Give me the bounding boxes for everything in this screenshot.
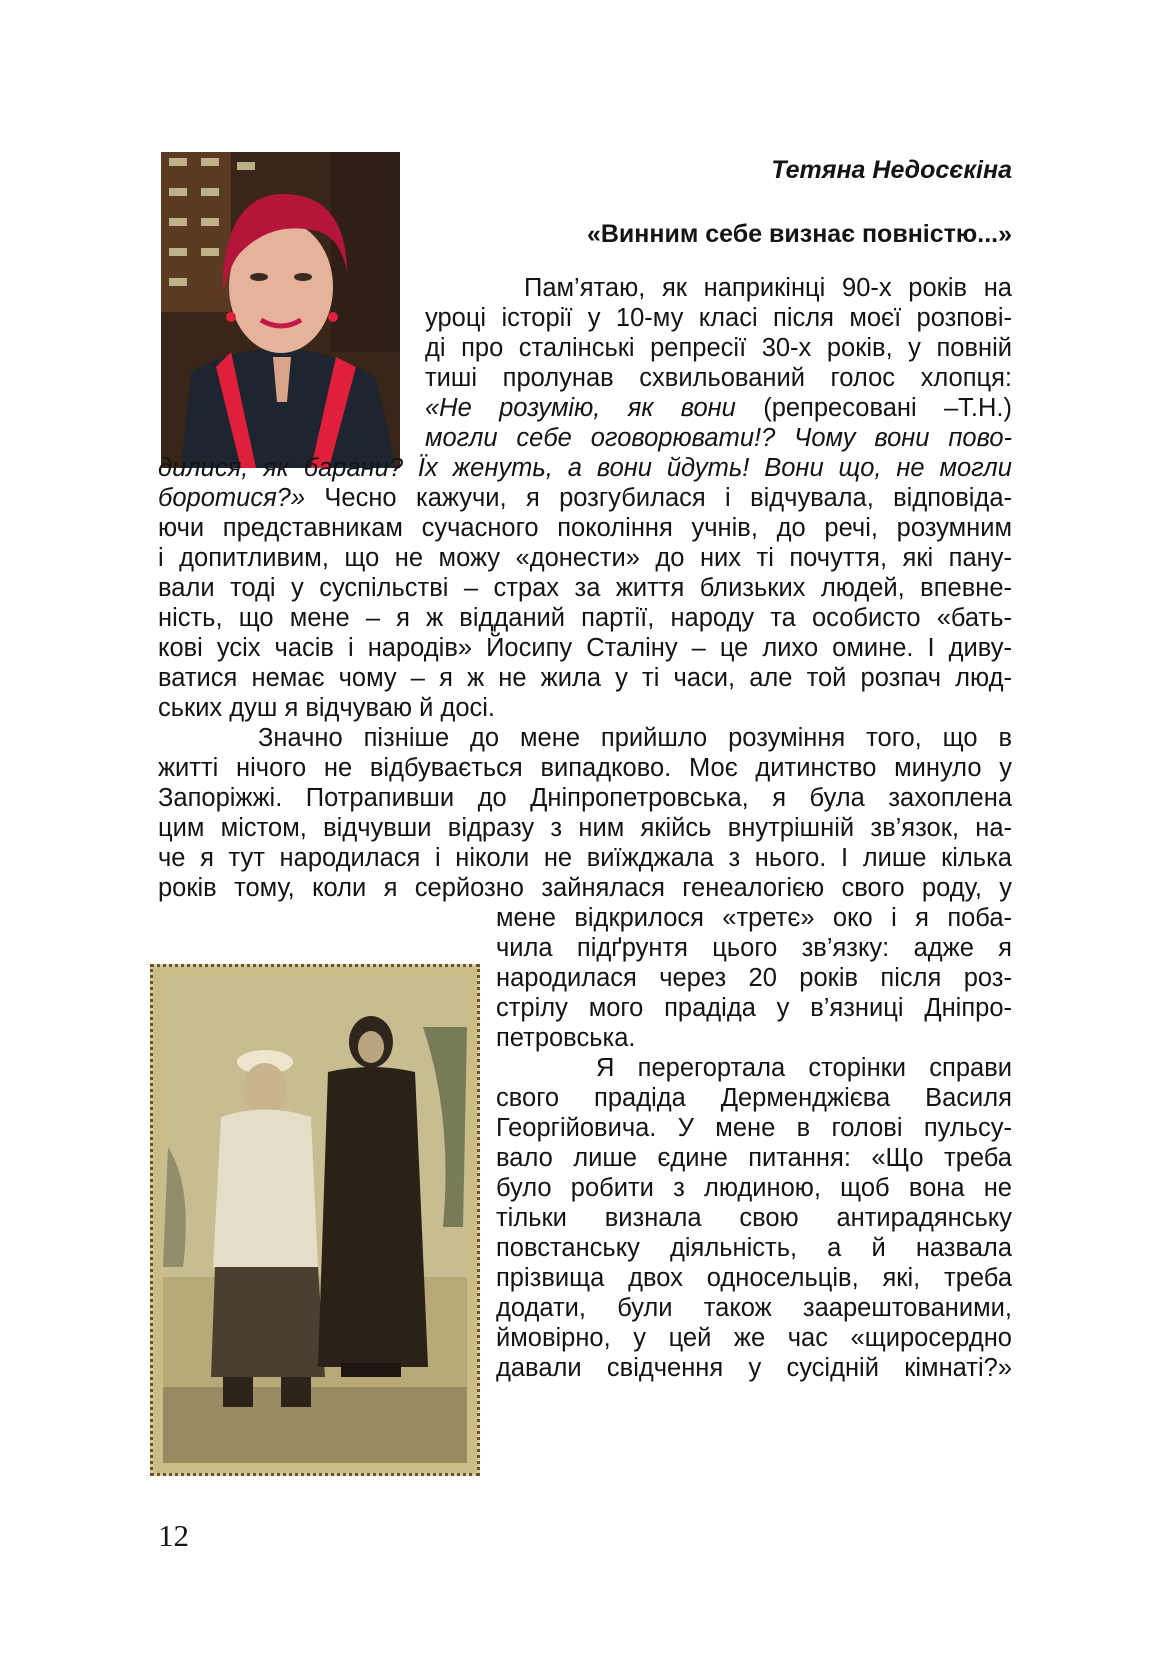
body-line: стрілу мого прадіда у в’язниці Дніпро-	[496, 994, 1012, 1022]
body-line: кові усіх часів і народів» Йосипу Сталіну – це лихо омине. І диву-	[158, 634, 1012, 662]
body-line: свого прадіда Дерменджієва Василя	[496, 1084, 1012, 1112]
author-name: Тетяна Недосєкіна	[771, 156, 1012, 184]
body-line: Пам’ятаю, як наприкінці 90-х років на	[524, 274, 1012, 302]
body-line: мене відкрилося «третє» око і я поба-	[496, 904, 1012, 932]
body-line: ючи представникам сучасного покоління учнів, до речі, розумним	[158, 514, 1012, 542]
article-title: «Винним себе визнає повністю...»	[586, 220, 1012, 248]
body-line: «Не розумію, як вони (репресовані –Т.Н.)	[425, 394, 1012, 422]
body-line: було робити з людиною, щоб вона не	[496, 1174, 1012, 1202]
page-number: 12	[158, 1518, 189, 1553]
body-line: ді про сталінські репресії 30-х років, у повній	[425, 334, 1012, 362]
body-line: житті нічого не відбувається випадково. Моє дитинство минуло у	[158, 754, 1012, 782]
body-line: ватися немає чому – я ж не жила у ті часи, але той розпач люд-	[158, 664, 1012, 692]
portrait-photo	[161, 152, 400, 468]
body-line: Значно пізніше до мене прийшло розуміння того, що в	[258, 724, 1012, 752]
body-line: народилася через 20 років після роз-	[496, 964, 1012, 992]
body-line: петровська.	[496, 1024, 636, 1052]
body-line: повстанську діяльність, а й назвала	[496, 1234, 1012, 1262]
body-line: боротися?» Чесно кажучи, я розгубилася і відчувала, відповіда-	[158, 484, 1012, 512]
body-line: тільки визнала свою антирадянську	[496, 1204, 1012, 1232]
body-line: ність, що мене – я ж відданий партії, народу та особисто «бать-	[158, 604, 1012, 632]
body-line: цим містом, відчувши відразу з ним якійсь внутрішній зв’язок, на-	[158, 814, 1012, 842]
body-line: прізвища двох односельців, які, треба	[496, 1264, 1012, 1292]
body-line: могли себе оговорювати!? Чому вони пово-	[425, 424, 1012, 452]
body-line: Я перегортала сторінки справи	[596, 1054, 1012, 1082]
body-line: давали свідчення у сусідній кімнаті?»	[496, 1354, 1012, 1382]
body-line: Георгійовича. У мене в голові пульсу-	[496, 1114, 1012, 1142]
body-line: че я тут народилася і ніколи не виїжджала з нього. І лише кілька	[158, 844, 1012, 872]
body-line: ймовірно, у цей же час «щиросердно	[496, 1324, 1012, 1352]
body-line: і допитливим, що не можу «донести» до них ті почуття, які пану-	[158, 544, 1012, 572]
body-line: тиші пролунав схвильований голос хлопця:	[425, 364, 1012, 392]
body-line: вало лише єдине питання: «Що треба	[496, 1144, 1012, 1172]
family-photo	[150, 964, 480, 1476]
body-line: чила підґрунтя цього зв’язку: адже я	[496, 934, 1012, 962]
body-line: вали тоді у суспільстві – страх за життя близьких людей, впевне-	[158, 574, 1012, 602]
body-line: років тому, коли я серйозно зайнялася генеалогією свого роду, у	[158, 874, 1012, 902]
body-line: Запоріжжі. Потрапивши до Дніпропетровська, я була захоплена	[158, 784, 1012, 812]
body-line: додати, були також заарештованими,	[496, 1294, 1012, 1322]
body-line: уроці історії у 10-му класі після моєї розпові-	[425, 304, 1012, 332]
body-line: дилися, як барани? Їх женуть, а вони йдуть! Вони що, не могли	[158, 454, 1012, 482]
body-line: ських душ я відчуваю й досі.	[158, 694, 496, 722]
